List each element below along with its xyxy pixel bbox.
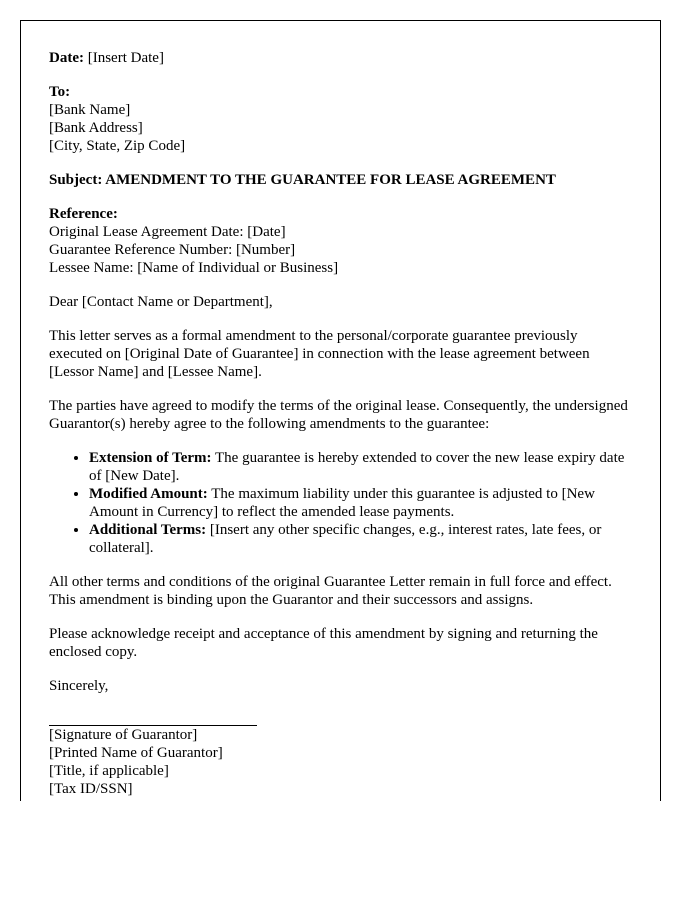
to-label: To: xyxy=(49,84,71,100)
list-item xyxy=(89,485,632,521)
amendment-text: [Insert any other specific changes, e.g., interest rates, late fees, or collateral]. xyxy=(89,522,602,556)
signature-block xyxy=(49,726,632,798)
tax-id-line: [Tax ID/SSN] xyxy=(49,781,133,797)
list-item xyxy=(89,521,632,557)
closing-paragraph-1: All other terms and conditions of the original Guarantee Letter remain in full force and effect. This amendment is binding upon the Guarantor and their successors and assigns. xyxy=(49,574,612,608)
reference-lease-date: Original Lease Agreement Date: [Date] xyxy=(49,224,286,240)
amendment-term: Additional Terms: xyxy=(89,522,207,538)
amendment-term: Modified Amount: xyxy=(89,486,208,502)
subject-line xyxy=(49,171,632,189)
amendments-list xyxy=(49,449,632,557)
closing-paragraph-2: Please acknowledge receipt and acceptance of this amendment by signing and returning the enclosed copy. xyxy=(49,626,598,660)
printed-name: [Printed Name of Guarantor] xyxy=(49,745,223,761)
letter-page xyxy=(20,20,661,801)
reference-guarantee-number: Guarantee Reference Number: [Number] xyxy=(49,242,296,258)
body-paragraph-2: The parties have agreed to modify the terms of the original lease. Consequently, the undersigned Guarantor(s) hereby agree to the following amendments to the guarantee: xyxy=(49,398,628,432)
amendment-text: The guarantee is hereby extended to cover the new lease expiry date of [New Date]. xyxy=(89,450,625,484)
reference-block xyxy=(49,205,632,277)
signoff: Sincerely, xyxy=(49,678,109,694)
recipient-bank-name: [Bank Name] xyxy=(49,102,131,118)
subject-label: Subject: xyxy=(49,172,103,188)
recipient-city-state-zip: [City, State, Zip Code] xyxy=(49,138,186,154)
amendment-term: Extension of Term: xyxy=(89,450,212,466)
recipient-bank-address: [Bank Address] xyxy=(49,120,143,136)
signature-guarantor: [Signature of Guarantor] xyxy=(49,727,198,743)
amendment-text: The maximum liability under this guarantee is adjusted to [New Amount in Currency] to reflect the amended lease payments. xyxy=(89,486,595,520)
subject-value: AMENDMENT TO THE GUARANTEE FOR LEASE AGREEMENT xyxy=(105,172,556,188)
date-value: [Insert Date] xyxy=(87,50,164,66)
date-label: Date: xyxy=(49,50,84,66)
body-paragraph-1: This letter serves as a formal amendment to the personal/corporate guarantee previously executed on [Original Date of Guarantee] in connection with the lease agreement between [Lessor Name] and [Lessee Name]. xyxy=(49,328,590,380)
date-line xyxy=(49,49,632,67)
title-line: [Title, if applicable] xyxy=(49,763,169,779)
salutation: Dear [Contact Name or Department], xyxy=(49,294,273,310)
reference-lessee-name: Lessee Name: [Name of Individual or Business] xyxy=(49,260,339,276)
recipient-block xyxy=(49,83,632,155)
reference-label: Reference: xyxy=(49,206,118,222)
list-item xyxy=(89,449,632,485)
